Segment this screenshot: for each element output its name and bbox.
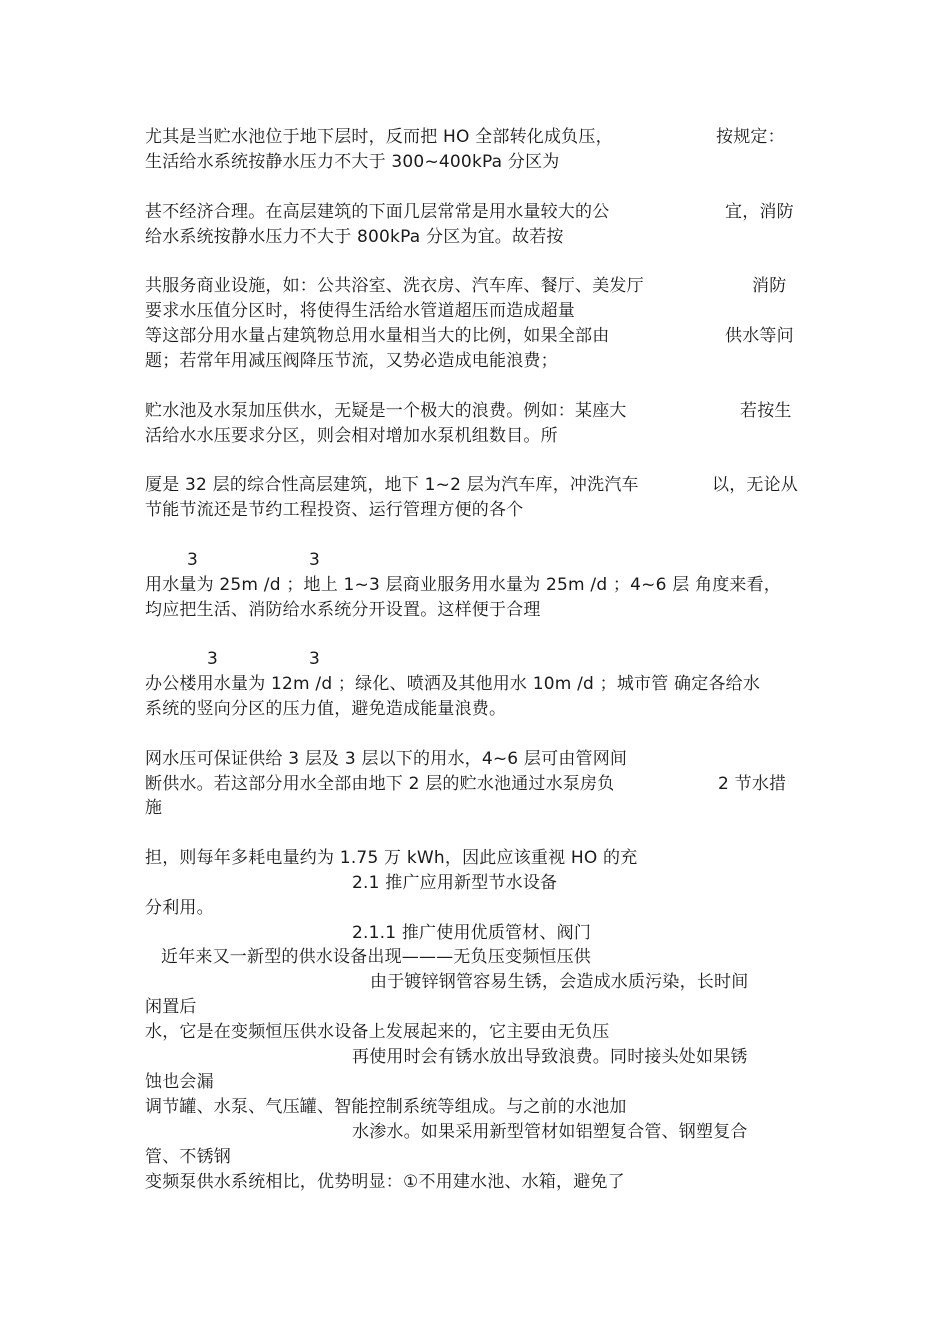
superscript: 3 [309, 550, 320, 570]
superscript: 3 [187, 550, 198, 570]
text-line: 担，则每年多耗电量约为 1.75 万 kWh，因此应该重视 HO 的充 [145, 848, 638, 868]
text-line: 调节罐、水泵、气压罐、智能控制系统等组成。与之前的水池加 [145, 1097, 627, 1117]
text-line: 近年来又一新型的供水设备出现———无负压变频恒压供 [161, 947, 591, 967]
text-line: 变频泵供水系统相比，优势明显：①不用建水池、水箱，避免了 [145, 1172, 625, 1192]
text-line: 消防 [752, 276, 787, 296]
text-line: 供水等问 [725, 326, 794, 346]
text-line: 共服务商业设施，如：公共浴室、洗衣房、汽车库、餐厅、美发厅 [145, 276, 644, 296]
text-line: 用水量为 25m /d ；地上 1~3 层商业服务用水量为 25m /d ；4~6 层 角度来看， [145, 575, 782, 595]
text-line: 由于镀锌钢管容易生锈，会造成水质污染，长时间 [370, 972, 749, 992]
text-line: 再使用时会有锈水放出导致浪费。同时接头处如果锈 [352, 1047, 748, 1067]
text-line: 给水系统按静水压力不大于 800kPa 分区为宜。故若按 [145, 227, 564, 247]
text-line: 办公楼用水量为 12m /d ；绿化、喷洒及其他用水 10m /d ；城市管 确定各给水 [145, 674, 761, 694]
text-line: 以，无论从 [712, 475, 798, 495]
text-line: 等这部分用水量占建筑物总用水量相当大的比例，如果全部由 [145, 326, 610, 346]
superscript: 3 [207, 649, 218, 669]
text-line: 若按生 [740, 401, 792, 421]
text-line: 题；若常年用减压阀降压节流，又势必造成电能浪费； [145, 351, 558, 371]
text-line: 水渗水。如果采用新型管材如铝塑复合管、钢塑复合 [352, 1122, 748, 1142]
text-line: 2 节水措 [718, 774, 787, 794]
text-line: 分利用。 [145, 898, 214, 918]
text-line: 生活给水系统按静水压力不大于 300~400kPa 分区为 [145, 152, 560, 172]
text-line: 活给水水压要求分区，则会相对增加水泵机组数目。所 [145, 426, 558, 446]
text-line: 施 [145, 798, 163, 818]
text-line: 节能节流还是节约工程投资、运行管理方便的各个 [145, 500, 524, 520]
superscript: 3 [309, 649, 320, 669]
text-line: 断供水。若这部分用水全部由地下 2 层的贮水池通过水泵房负 [145, 774, 615, 794]
text-line: 网水压可保证供给 3 层及 3 层以下的用水，4~6 层可由管网间 [145, 749, 628, 769]
text-line: 贮水池及水泵加压供水，无疑是一个极大的浪费。例如：某座大 [145, 401, 627, 421]
text-line: 甚不经济合理。在高层建筑的下面几层常常是用水量较大的公 [145, 202, 610, 222]
section-heading: 2.1 推广应用新型节水设备 [352, 873, 558, 893]
text-line: 闲置后 [145, 997, 197, 1017]
text-line: 水，它是在变频恒压供水设备上发展起来的，它主要由无负压 [145, 1022, 610, 1042]
text-line: 要求水压值分区时，将使得生活给水管道超压而造成超量 [145, 301, 575, 321]
text-line: 蚀也会漏 [145, 1072, 214, 1092]
section-heading: 2.1.1 推广使用优质管材、阀门 [352, 923, 592, 943]
text-line: 管、不锈钢 [145, 1147, 231, 1167]
text-line: 按规定： [716, 127, 785, 147]
text-line: 厦是 32 层的综合性高层建筑，地下 1~2 层为汽车库，冲洗汽车 [145, 475, 639, 495]
text-line: 均应把生活、消防给水系统分开设置。这样便于合理 [145, 600, 541, 620]
text-line: 宜，消防 [725, 202, 794, 222]
text-line: 尤其是当贮水池位于地下层时，反而把 HO 全部转化成负压， [145, 127, 613, 147]
text-line: 系统的竖向分区的压力值，避免造成能量浪费。 [145, 699, 507, 719]
